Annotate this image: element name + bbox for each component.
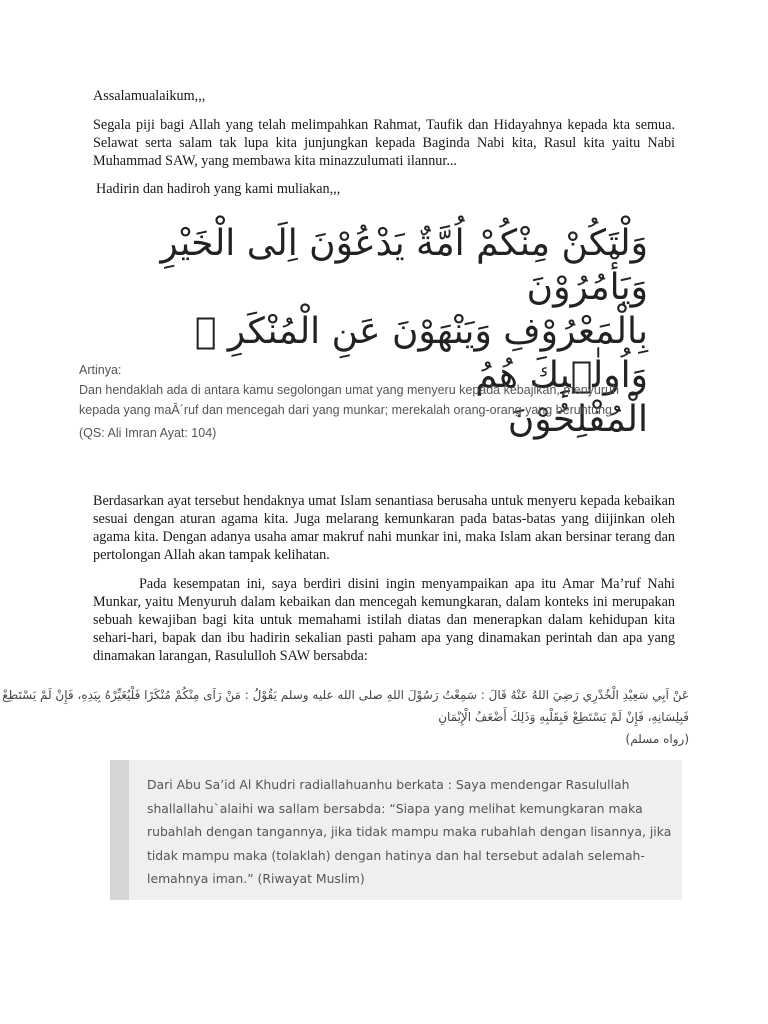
hadith-source: (رواه مسلم)	[625, 732, 689, 746]
quran-verse-line: وَلْتَكُنْ مِنْكُمْ اُمَّةٌ يَدْعُوْنَ اِلَى الْخَيْرِ وَيَأْمُرُوْنَ	[160, 223, 648, 308]
quote-line: shallallahu`alaihi wa sallam bersabda: “Siapa yang melihat kemungkaran maka	[147, 800, 643, 816]
verse-translation-image	[79, 360, 683, 458]
hadith-arabic-line: فَبِلِسَانِهِ، فَإِنْ لَمْ يَسْتَطِعْ فَبِقَلْبِهِ وَذَلِكَ أَضْعَفُ الْإِيْمَانِ	[438, 710, 689, 724]
quran-verse-line: الْمُفْلِحُوْنَ	[507, 399, 648, 440]
quote-line: rubahlah dengan tangannya, jika tidak mampu maka rubahlah dengan lisannya, jika	[147, 824, 672, 839]
translation-line: Dan hendaklah ada di antara kamu segolongan umat yang menyeru kepada kebajikan, menyuruh	[79, 383, 619, 397]
hadith-arabic-image	[2, 684, 689, 756]
quote-line: lemahnya iman.” (Riwayat Muslim)	[147, 871, 365, 886]
quote-line: tidak mampu maka (tolaklah) dengan hatinya dan hal tersebut adalah selemah-	[147, 847, 645, 863]
hadith-arabic-line: عَنْ اَبِي سَعِيْدِ الْخُدْرِي رَضِيَ اللهُ عَنْهُ قَالَ : سَمِعْتُ رَسُوْلَ اللهِ صلى الله عليه وسلم يَقُوْلُ : مَنْ رَاَى مِنْكُمْ مُنْكَرًا فَلْيُغَيِّرْهُ بِيَدِهِ، فَإِنْ لَمْ يَسْتَطِعْ	[2, 688, 689, 702]
verse-reference: (QS: Ali Imran Ayat: 104)	[79, 426, 217, 440]
explanation-paragraph: Berdasarkan ayat tersebut hendaknya umat Islam senantiasa berusaha untuk menyeru kepada kebaikan sesuai dengan aturan agama kita. Juga melarang kemunkaran pada batas-batas yang diijinkan oleh agama kita. Dengan adanya usaha amar makruf nahi munkar ini, maka Islam akan bersinar terang dan pertolongan Allah akan tampak kelihatan.	[93, 493, 675, 563]
main-paragraph: Pada kesempatan ini, saya berdiri disini ingin menyampaikan apa itu Amar Ma’ruf Nahi Munkar, yaitu Menyuruh dalam kebaikan dan mencegah kemungkaran, dalam konteks ini merupakan sebuah kewajiban bagi kita untuk memahami istilah diatas dan menerapkan dalam kehidupan kita sehari-hari, bapak dan ibu hadirin sekalian pasti paham apa yang dinamakan perintah dan apa yang dinamakan larangan, Rasululloh SAW bersabda:	[93, 576, 675, 664]
greeting: Assalamualaikum,,,	[93, 88, 206, 104]
quran-verse-line: بِالْمَعْرُوْفِ وَيَنْهَوْنَ عَنِ الْمُنْكَرِ ۗ وَاُولٰۤىِٕكَ هُمُ	[194, 311, 648, 396]
quote-line: Dari Abu Sa’id Al Khudri radiallahuanhu berkata : Saya mendengar Rasulullah	[147, 777, 630, 792]
opening-paragraph: Segala piji bagi Allah yang telah melimpahkan Rahmat, Taufik dan Hidayahnya kepada kta semua. Selawat serta salam tak lupa kita junjungkan kepada Baginda Nabi kita, Rasul kita yaitu Nabi Muhammad SAW, yang membawa kita minazzulumati ilannur...	[93, 117, 675, 169]
translation-heading: Artinya:	[79, 363, 122, 377]
quote-bar	[110, 760, 129, 900]
hadith-translation-quote	[110, 760, 682, 900]
audience-greeting: Hadirin dan hadiroh yang kami muliakan,,,	[96, 181, 341, 197]
translation-line: kepada yang maÂ´ruf dan mencegah dari yang munkar; merekalah orang-orang yang beruntung.	[79, 403, 616, 417]
